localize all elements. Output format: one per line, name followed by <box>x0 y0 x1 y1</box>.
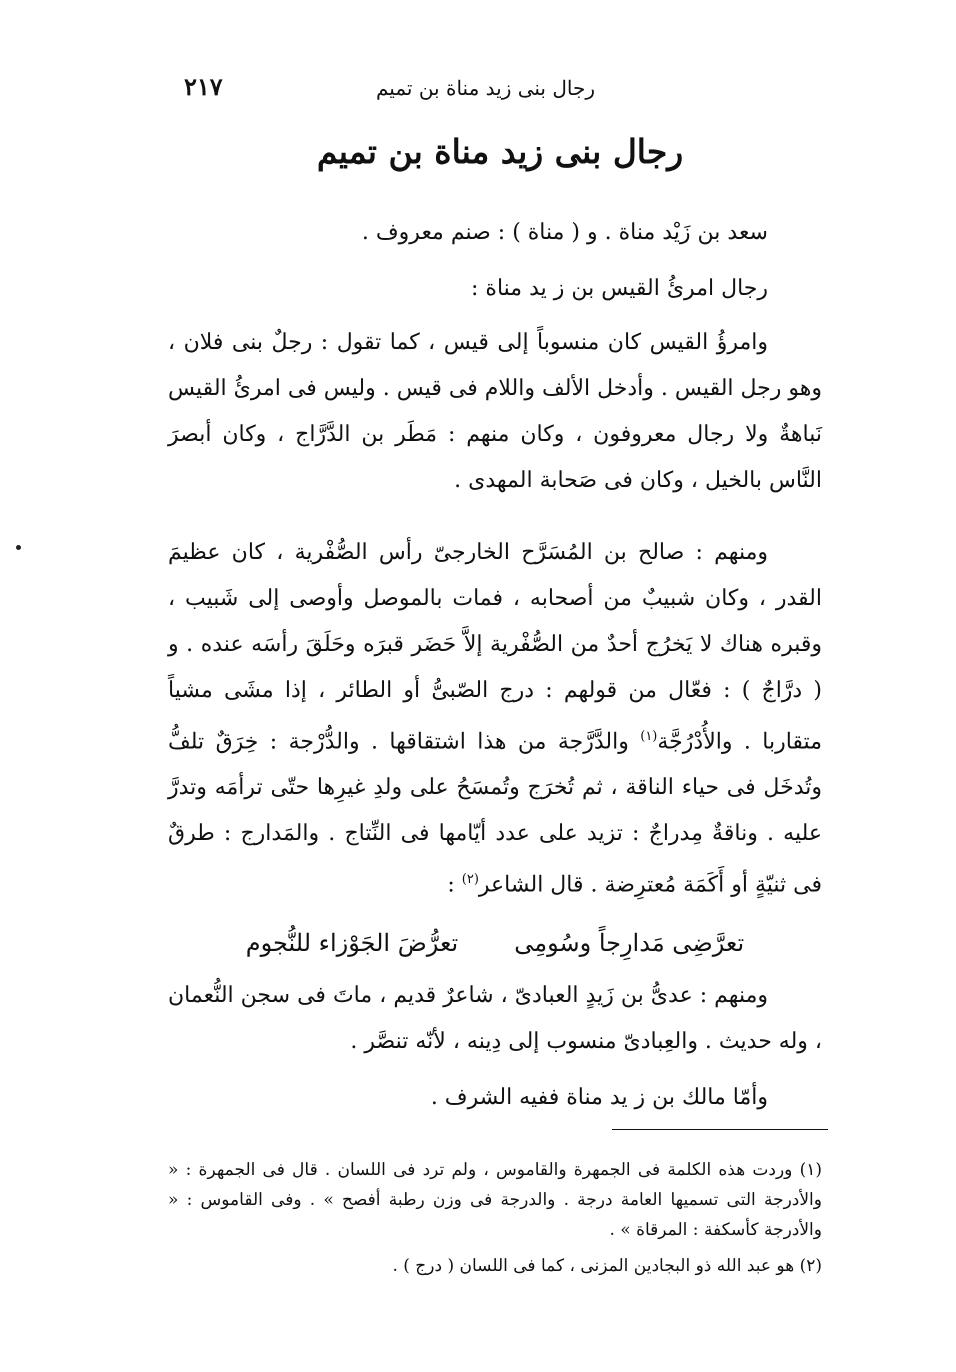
paragraph-5: ومنهم : عدىُّ بن زَيدٍ العبادىّ ، شاعرٌ قديم ، ماتَ فى سجن النُّعمان ، وله حديث . والعِبادىّ منسوب إلى دِينه ، لأنّه تنصَّر . <box>168 982 822 1054</box>
footnotes <box>168 1155 822 1281</box>
running-head <box>170 70 830 106</box>
verse-second-hemistich: تعرُّضَ الجَوْزاء للنُّجوم <box>245 928 459 957</box>
paragraph-1: سعد بن زَيْد مناة . و ( مناة ) : صنم معروف . <box>361 220 768 245</box>
page-number: ٢١٧ <box>184 72 223 101</box>
verse-first-hemistich: تعرَّضِى مَدارِجاً وسُومِى <box>514 928 745 957</box>
paragraph-4-part-1: ومنهم : صالح بن المُسَرَّح الخارجىّ رأس الصُّفْرية ، كان عظيمَ القدر ، وكان شبيبٌ من أصحابه ، فمات بالموصل وأوصى إلى شَبيب ، وقبره هناك لا يَخرُج أحدٌ من الصُّفْرية إلاَّ حَضَر قبرَه وحَلَقَ رأسَه عنده . و ( درَّاجٌ ) : فعّال من قولهم : درج الصّبىُّ أو الطائر ، إذا مشَى مشياً متقاربا . والأُدْرُجَّة <box>168 540 823 755</box>
body-text <box>168 210 822 1121</box>
paragraph-4 <box>168 530 822 909</box>
footnote-1: (١) وردت هذه الكلمة فى الجمهرة والقاموس ، ولم ترد فى اللسان . قال فى الجمهرة : « والأدرجة التى تسميها العامة درجة . والدرجة فى وزن رطبة أفصح » . وفى القاموس : « والأدرجة كأسكفة : المرقاة » . <box>168 1160 822 1240</box>
footnote-separator <box>612 1129 828 1130</box>
paragraph-6: وأمّا مالك بن ز يد مناة ففيه الشرف . <box>430 1084 768 1110</box>
paragraph-2: رجال امرئُ القيس بن ز يد مناة : <box>471 276 768 301</box>
running-title: رجال بنى زيد مناة بن تميم <box>375 76 595 100</box>
footnote-ref-1[interactable]: (١) <box>640 729 658 744</box>
paragraph-3: وامرؤُ القيس كان منسوباً إلى قيس ، كما تقول : رجلٌ بنى فلان ، وهو رجل القيس . وأدخل الألف واللام فى قيس . وليس فى امرئُ القيس نَباهةٌ ولا رجال معروفون ، وكان منهم : مَطَر بن الدَّرَّاج ، وكان أبصرَ النَّاس بالخيل ، وكان فى صَحابة المهدى . <box>168 330 822 493</box>
footnote-ref-2[interactable]: (٢) <box>461 872 479 888</box>
paragraph-4-part-3: : <box>447 872 462 898</box>
paragraph-4-part-2: والدَّرَّجة من هذا اشتقاقها . والدُّرْجة : خِرَقٌ تلفُّ وتُدخَل فى حياء الناقة ، ثم تُخرَج وتُمسَحُ على ولدِ غيرِها حتّى ترأمَه وتدرَّ عليه . وناقةٌ مِدراجٌ : تزيد على عدد أيّامها فى النِّتاج . والمَدارج : طرقٌ فى ثنيّةٍ أو أَكَمَة مُعترِضة . قال الشاعر <box>168 729 822 898</box>
poetry-verse <box>168 913 822 973</box>
scan-speck <box>16 545 21 550</box>
chapter-title: رجال بنى زيد مناة بن تميم <box>316 132 684 171</box>
footnote-2: (٢) هو عبد الله ذو البجادين المزنى ، كما فى اللسان ( درج ) . <box>392 1256 822 1276</box>
